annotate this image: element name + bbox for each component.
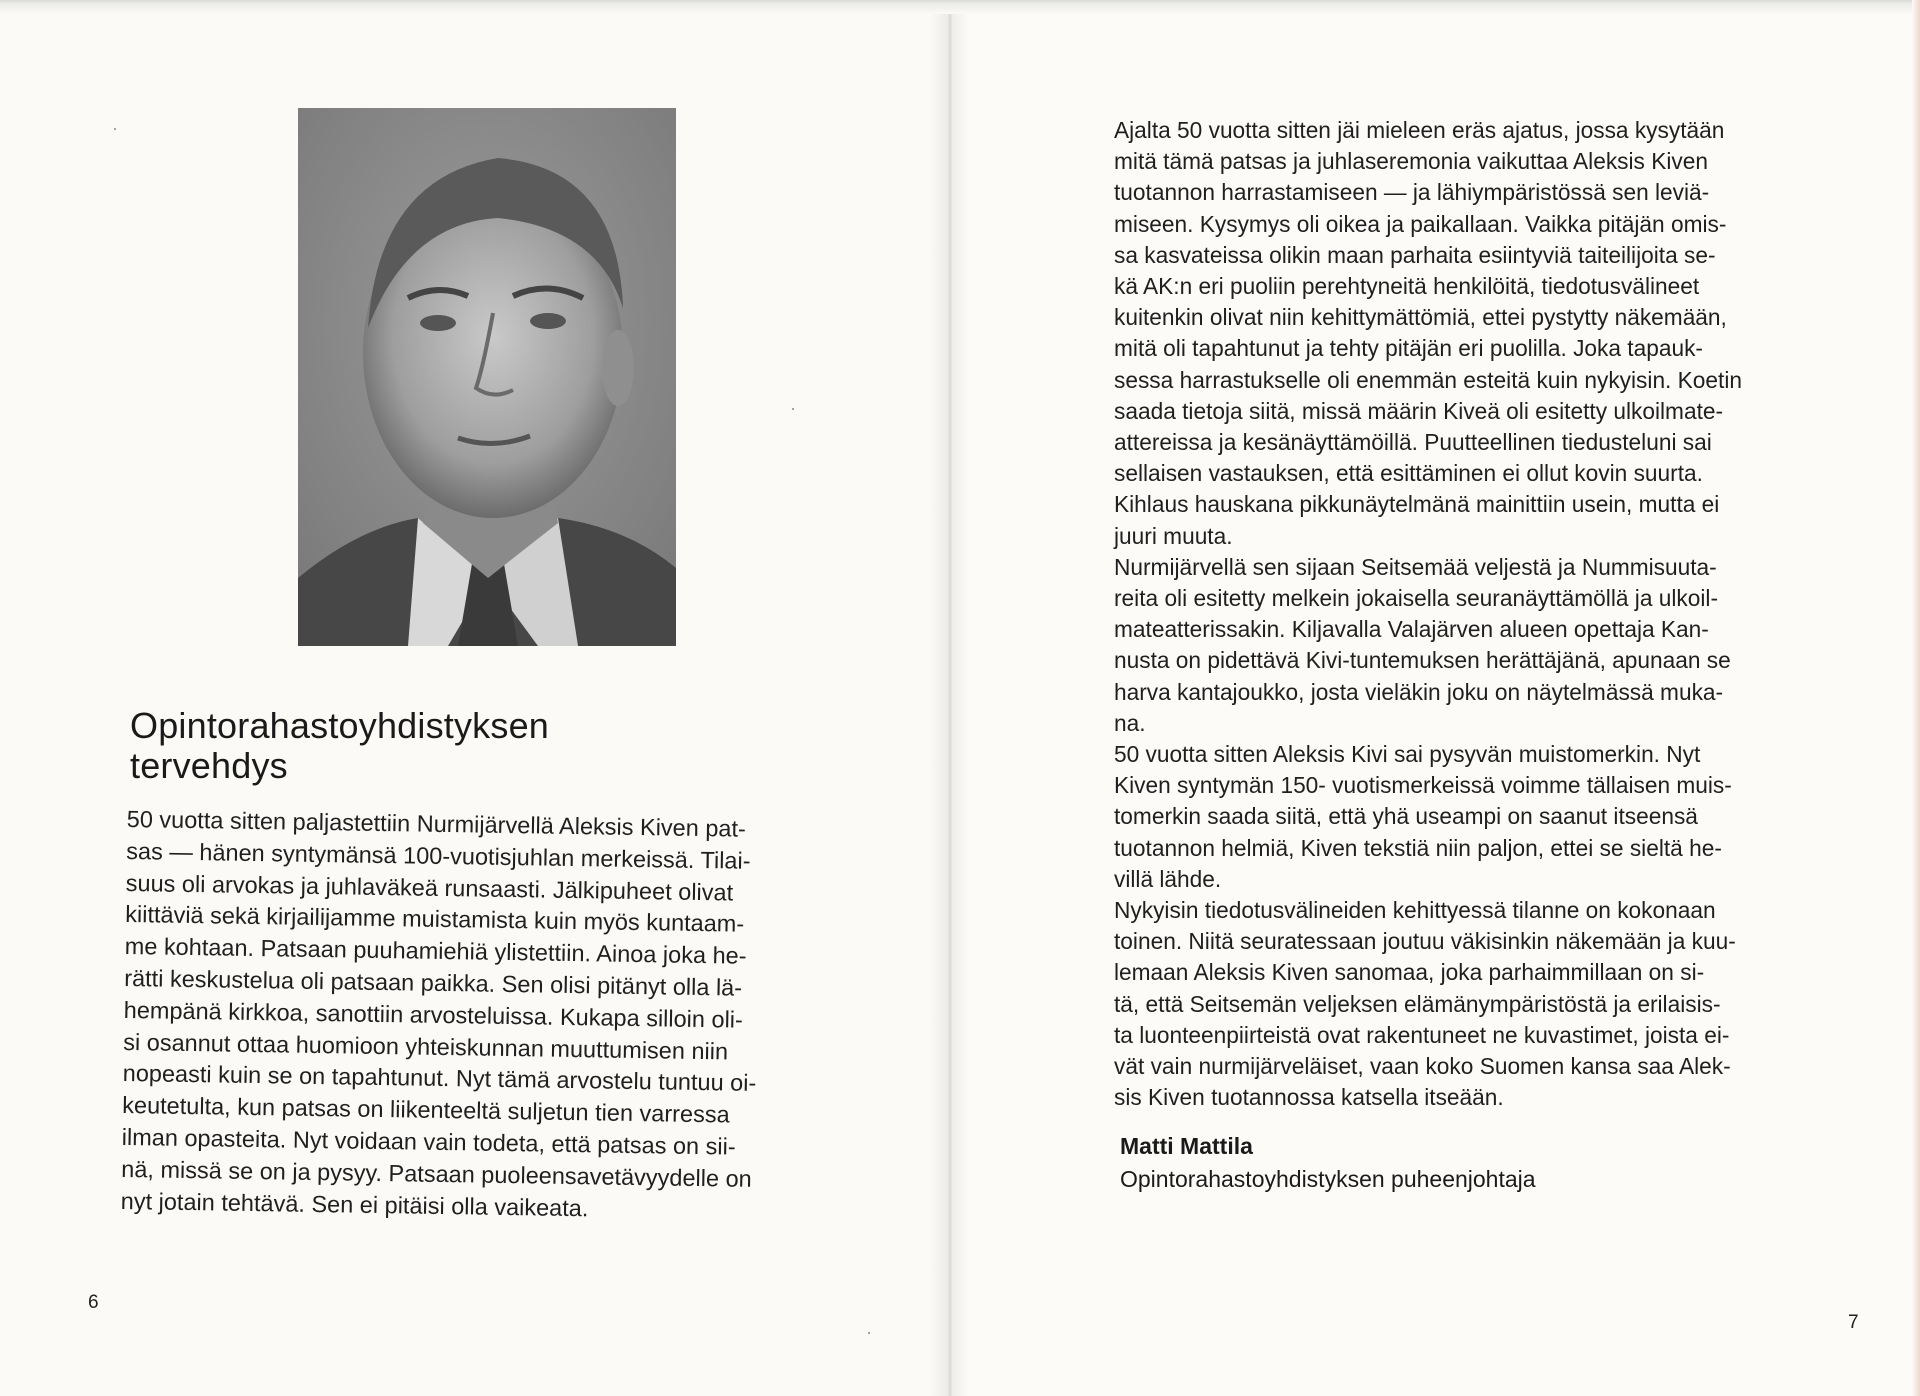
heading-line-1: Opintorahastoyhdistyksen <box>130 705 550 746</box>
text-line: hempänä kirkkoa, sanottiin arvosteluissa. Kukapa silloin oli- <box>123 996 744 1033</box>
text-line: kuitenkin olivat niin kehittymättömiä, ettei pystytty näkemään, <box>1114 304 1727 331</box>
text-line: Ajalta 50 vuotta sitten jäi mieleen eräs ajatus, jossa kysytään <box>1114 117 1725 143</box>
text-line: vät vain nurmijärveläiset, vaan koko Suomen kansa saa Alek- <box>1114 1053 1731 1080</box>
text-line: ilman opasteita. Nyt voidaan vain todeta, että patsas on sii- <box>121 1123 736 1160</box>
text-line: villä lähde. <box>1114 865 1222 892</box>
text-line: harva kantajoukko, josta vieläkin joku on näytelmässä muka- <box>1114 678 1724 705</box>
text-line: nä, missä se on ja pysyy. Patsaan puoleensavetävyydelle on <box>121 1155 752 1192</box>
portrait-illustration <box>298 108 676 646</box>
right-edge <box>1912 0 1920 1396</box>
page-number-right: 7 <box>1848 1312 1859 1333</box>
text-line: tomerkin saada siitä, että yhä useampi on saanut itseensä <box>1114 803 1698 830</box>
text-line: sessa harrastukselle oli enemmän esteitä kuin nykyisin. Koetin <box>1114 366 1742 393</box>
heading-line-2: tervehdys <box>130 745 288 786</box>
text-line: nopeasti kuin se on tapahtunut. Nyt tämä arvostelu tuntuu oi- <box>122 1060 757 1097</box>
text-line: 50 vuotta sitten paljastettiin Nurmijärvellä Aleksis Kiven pat- <box>126 805 747 842</box>
text-line: tä, että Seitsemän veljeksen elämänympäristöstä ja erilaisis- <box>1114 990 1721 1017</box>
text-line: sis Kiven tuotannossa katsella itseään. <box>1114 1084 1504 1111</box>
text-line: Nykyisin tiedotusvälineiden kehittyessä tilanne on kokonaan <box>1114 897 1716 924</box>
text-line: saada tietoja siitä, missä määrin Kiveä oli esitetty ulkoilmate- <box>1114 397 1724 424</box>
text-line: Nurmijärvellä sen sijaan Seitsemää veljestä ja Nummisuuta- <box>1114 553 1717 580</box>
text-line: Kiven syntymän 150- vuotismerkeissä voimme tällaisen muis- <box>1114 772 1732 799</box>
text-line: ta luonteenpiirteistä ovat rakentuneet ne kuvastimet, joista ei- <box>1114 1021 1730 1048</box>
signature-name: Matti Mattila <box>1120 1133 1253 1159</box>
text-line: reita oli esitetty melkein jokaisella seuranäyttämöllä ja ulkoil- <box>1114 585 1719 612</box>
page-number-left: 6 <box>88 1292 99 1313</box>
text-line: keutetulta, kun patsas on liikenteeltä suljetun tien varressa <box>122 1092 730 1128</box>
text-line: nyt jotain tehtävä. Sen ei pitäisi olla vaikeata. <box>120 1187 589 1221</box>
text-line: sa kasvateissa olikin maan parhaita esiintyviä taiteilijoita se- <box>1114 241 1716 268</box>
text-line: kiittäviä sekä kirjailijamme muistamista kuin myös kuntaam- <box>125 901 745 938</box>
top-edge-shadow <box>0 0 1920 14</box>
text-line: lemaan Aleksis Kiven sanomaa, joka parhaimmillaan on si- <box>1114 959 1705 986</box>
text-line: rätti keskustelua oli patsaan paikka. Sen olisi pitänyt olla lä- <box>124 964 743 1001</box>
text-line: attereissa ja kesänäyttämöillä. Puutteellinen tiedusteluni sai <box>1114 429 1712 456</box>
text-line: me kohtaan. Patsaan puuhamiehiä ylistettiin. Ainoa joka he- <box>124 933 747 969</box>
text-line: si osannut ottaa huomioon yhteiskunnan muuttumisen niin <box>123 1028 729 1065</box>
text-line: suus oli arvokas ja juhlaväkeä runsaasti. Jälkipuheet olivat <box>125 869 734 906</box>
paper-speck <box>114 128 116 130</box>
left-page <box>0 0 948 1396</box>
text-line: 50 vuotta sitten Aleksis Kivi sai pysyvän muistomerkin. Nyt <box>1114 741 1701 768</box>
text-line: mateatterissakin. Kiljavalla Valajärven alueen opettaja Kan- <box>1114 616 1709 643</box>
text-line: nusta on pidettävä Kivi-tuntemuksen herättäjänä, apunaan se <box>1114 647 1731 674</box>
portrait-photo <box>298 108 676 646</box>
text-line: sas — hänen syntymänsä 100-vuotisjuhlan merkeissä. Tilai- <box>126 837 751 874</box>
text-line: sellaisen vastauksen, että esittäminen ei ollut kovin suurta. <box>1114 460 1703 487</box>
paper-speck <box>868 1332 870 1334</box>
text-line: juuri muuta. <box>1114 522 1233 549</box>
article-heading <box>130 706 730 786</box>
text-line: miseen. Kysymys oli oikea ja paikallaan. Vaikka pitäjän omis- <box>1114 210 1727 237</box>
paper-speck <box>792 408 794 410</box>
right-body-text <box>1114 115 1864 1114</box>
text-line: toinen. Niitä seuratessaan joutuu väkisinkin näkemään ja kuu- <box>1114 928 1736 955</box>
left-body-text <box>121 804 867 1229</box>
text-line: kä AK:n eri puoliin perehtyneitä henkilöitä, tiedotusvälineet <box>1114 273 1700 300</box>
text-line: Kihlaus hauskana pikkunäytelmänä mainittiin usein, mutta ei <box>1114 491 1720 518</box>
text-line: tuotannon helmiä, Kiven tekstiä niin paljon, ettei se sieltä he- <box>1114 834 1722 861</box>
signature-title: Opintorahastoyhdistyksen puheenjohtaja <box>1120 1166 1536 1192</box>
text-line: mitä tämä patsas ja juhlaseremonia vaikuttaa Aleksis Kiven <box>1114 148 1708 175</box>
book-gutter <box>930 0 970 1396</box>
text-line: tuotannon harrastamiseen — ja lähiympäristössä sen leviä- <box>1114 179 1710 206</box>
text-line: na. <box>1114 709 1146 736</box>
text-line: mitä oli tapahtunut ja tehty pitäjän eri puolilla. Joka tapauk- <box>1114 335 1703 362</box>
